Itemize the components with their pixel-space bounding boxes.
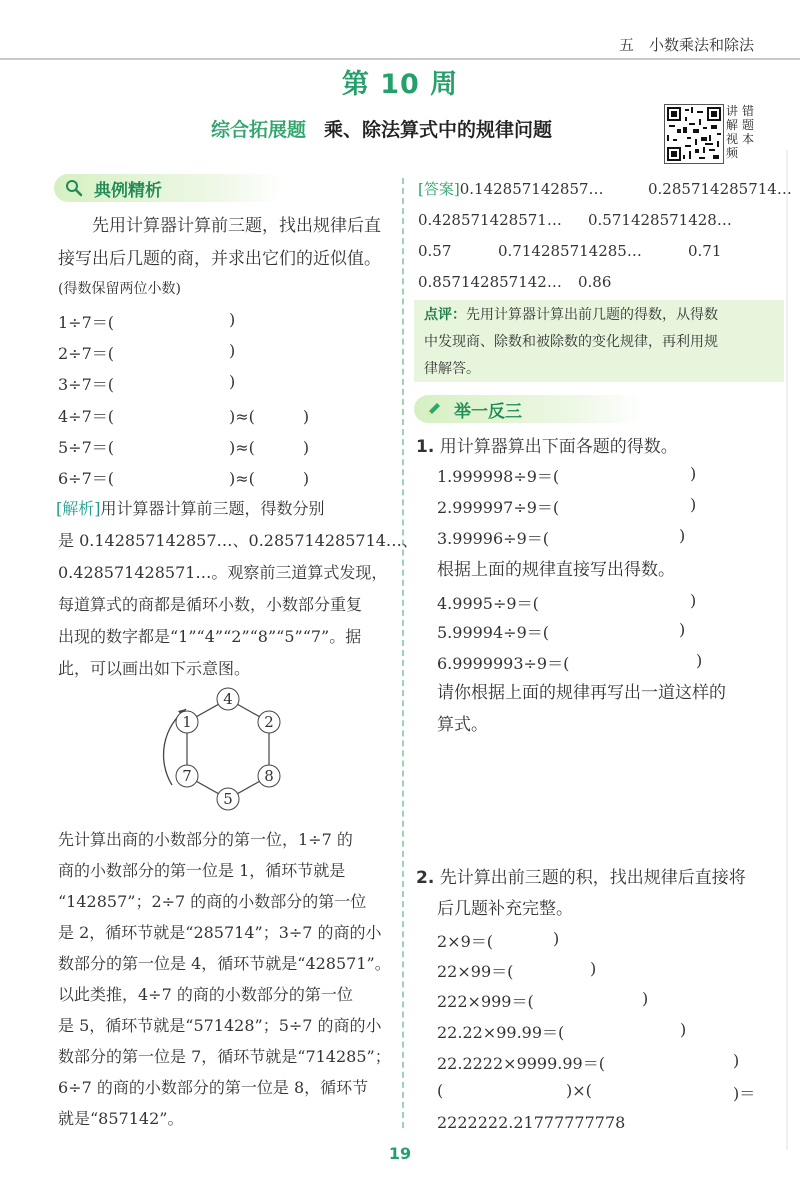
example-item: 2÷7＝( [58, 344, 115, 363]
comment-line-3: 律解答。 [424, 361, 480, 377]
example-item: 5÷7＝( [58, 438, 115, 457]
q2-item: 222×999＝( [437, 992, 534, 1011]
q1-item-close: ) [690, 591, 697, 610]
explain-line: 商的小数部分的第一位是 1，循环节就是 [58, 861, 346, 880]
example-item-close: )≈( ) [229, 407, 310, 426]
q1-item-close: ) [679, 620, 686, 639]
question-2-cont: 后几题补充完整。 [437, 899, 573, 919]
q1-mid-text: 根据上面的规律直接写出得数。 [437, 560, 675, 580]
q2-item: 2×9＝( [437, 932, 494, 951]
analysis-line-3: 0.428571428571…。观察前三道算式发现， [58, 563, 388, 582]
explain-line: 6÷7 的商的小数部分的第一位是 8，循环节 [58, 1078, 369, 1097]
qr-label-video: 讲 解 视 频 [726, 104, 739, 160]
analysis-line-5: 出现的数字都是“1”“4”“2”“8”“5”“7”。据 [58, 627, 362, 646]
explain-line: 是 2，循环节就是“285714”；3÷7 的商的小 [58, 923, 382, 942]
header-rule [0, 58, 800, 60]
q1-item-close: ) [690, 464, 697, 483]
chapter-title: 五 小数乘法和除法 [618, 36, 754, 54]
q1-item-close: ) [679, 526, 686, 545]
cycle-digit-7: 7 [182, 767, 192, 785]
example-item: 4÷7＝( [58, 407, 115, 426]
page-edge [786, 150, 788, 1150]
cycle-diagram [150, 685, 300, 815]
example-item-close: )≈( ) [229, 469, 310, 488]
analysis-line-6: 此，可以画出如下示意图。 [58, 659, 251, 678]
q2-item: 22.22×99.99＝( [437, 1023, 565, 1042]
explain-line: “142857”；2÷7 的商的小数部分的第一位 [58, 892, 367, 911]
q2-item: 22.2222×9999.99＝( [437, 1054, 605, 1073]
answer-value: 0.428571428571… [418, 211, 562, 229]
cycle-digit-5: 5 [223, 790, 233, 808]
analysis-line-1: [解析]用计算器计算前三题，得数分别 [56, 499, 325, 518]
analysis-tag: [解析] [56, 499, 101, 518]
q1-end-text-2: 算式。 [437, 715, 488, 735]
q1-item: 4.9995÷9＝( [437, 594, 539, 613]
answer-value: 0.714285714285… [498, 242, 642, 260]
example-item-close: ) [229, 310, 236, 329]
practice-header-label: 举一反三 [454, 401, 522, 422]
explain-line: 就是“857142”。 [58, 1109, 184, 1128]
q1-item-close: ) [690, 495, 697, 514]
q2-item-close: ) [590, 959, 597, 978]
example-item: 3÷7＝( [58, 375, 115, 394]
q2-item-close: ) [733, 1051, 740, 1070]
section-subtitle [211, 115, 552, 142]
q2-item-close: ) [642, 989, 649, 1008]
question-2: 2. 先计算出前三题的积，找出规律后直接将 [416, 868, 746, 888]
example-header-label: 典例精析 [94, 180, 162, 201]
q1-item: 1.999998÷9＝( [437, 467, 560, 486]
qr-label-mistakes: 错 题 本 [742, 104, 755, 146]
q2-last-result: 2222222.21777777778 [437, 1113, 626, 1132]
example-prompt-1: 先用计算器计算前三题，找出规律后直 [92, 216, 381, 236]
page-number: 19 [388, 1144, 412, 1163]
q2-blank-equals: )＝ [733, 1084, 756, 1103]
q1-end-text-1: 请你根据上面的规律再写出一道这样的 [437, 683, 726, 703]
cycle-digit-8: 8 [264, 767, 274, 785]
search-icon [64, 178, 84, 198]
q2-item: 22×99＝( [437, 962, 514, 981]
answer-value: 0.86 [578, 273, 612, 291]
example-item: 6÷7＝( [58, 469, 115, 488]
example-item: 1÷7＝( [58, 313, 115, 332]
q1-item: 6.9999993÷9＝( [437, 654, 570, 673]
practice-header [414, 395, 644, 423]
comment-line-1: 点评：先用计算器计算出前几题的得数，从得数 [424, 307, 718, 323]
answer-line-1: [答案]0.142857142857… [418, 180, 604, 198]
analysis-line-2: 是 0.142857142857…、0.285714285714…、 [58, 531, 418, 550]
answer-value: 0.571428571428… [588, 211, 732, 229]
cycle-digit-1: 1 [182, 713, 192, 731]
q2-blank-times: )×( [566, 1081, 592, 1100]
example-item-close: ) [229, 341, 236, 360]
explain-line: 数部分的第一位是 4，循环节就是“428571”。 [58, 954, 391, 973]
cycle-digit-2: 2 [264, 713, 274, 731]
example-prompt-2: 接写出后几题的商，并求出它们的近似值。 [58, 249, 381, 269]
q1-item-close: ) [696, 651, 703, 670]
explain-line: 以此类推，4÷7 的商的小数部分的第一位 [58, 985, 353, 1004]
q2-blank-open: ( [437, 1081, 444, 1100]
column-divider [402, 178, 404, 1128]
example-header [54, 174, 284, 202]
comment-box [414, 300, 784, 382]
subtitle-topic: 乘、除法算式中的规律问题 [324, 119, 553, 141]
explain-line: 先计算出商的小数部分的第一位，1÷7 的 [58, 830, 353, 849]
example-prompt-3: (得数保留两位小数) [58, 281, 181, 297]
answer-value: 0.857142857142… [418, 273, 562, 291]
subtitle-category: 综合拓展题 [211, 119, 307, 141]
answer-value: 0.57 [418, 242, 452, 260]
answer-tag: [答案] [418, 180, 460, 198]
q1-item: 3.99996÷9＝( [437, 529, 549, 548]
answer-value: 0.71 [688, 242, 722, 260]
week-title: 第 10 周 [341, 69, 459, 100]
example-item-close: )≈( ) [229, 438, 310, 457]
q1-item: 5.99994÷9＝( [437, 623, 549, 642]
example-item-close: ) [229, 372, 236, 391]
pencil-icon [424, 399, 444, 419]
q2-item-close: ) [553, 929, 560, 948]
q1-item: 2.999997÷9＝( [437, 498, 560, 517]
analysis-line-4: 每道算式的商都是循环小数，小数部分重复 [58, 595, 363, 614]
q2-item-close: ) [680, 1020, 687, 1039]
cycle-digit-4: 4 [223, 690, 233, 708]
explain-line: 数部分的第一位是 7，循环节就是“714285”； [58, 1047, 391, 1066]
qr-code-icon[interactable] [664, 104, 724, 164]
q1-answer-area[interactable] [437, 748, 757, 848]
comment-line-2: 中发现商、除数和被除数的变化规律，再利用规 [424, 334, 718, 350]
answer-value: 0.285714285714… [648, 180, 792, 198]
explain-line: 是 5，循环节就是“571428”；5÷7 的商的小 [58, 1016, 382, 1035]
question-1: 1. 用计算器算出下面各题的得数。 [416, 437, 678, 457]
